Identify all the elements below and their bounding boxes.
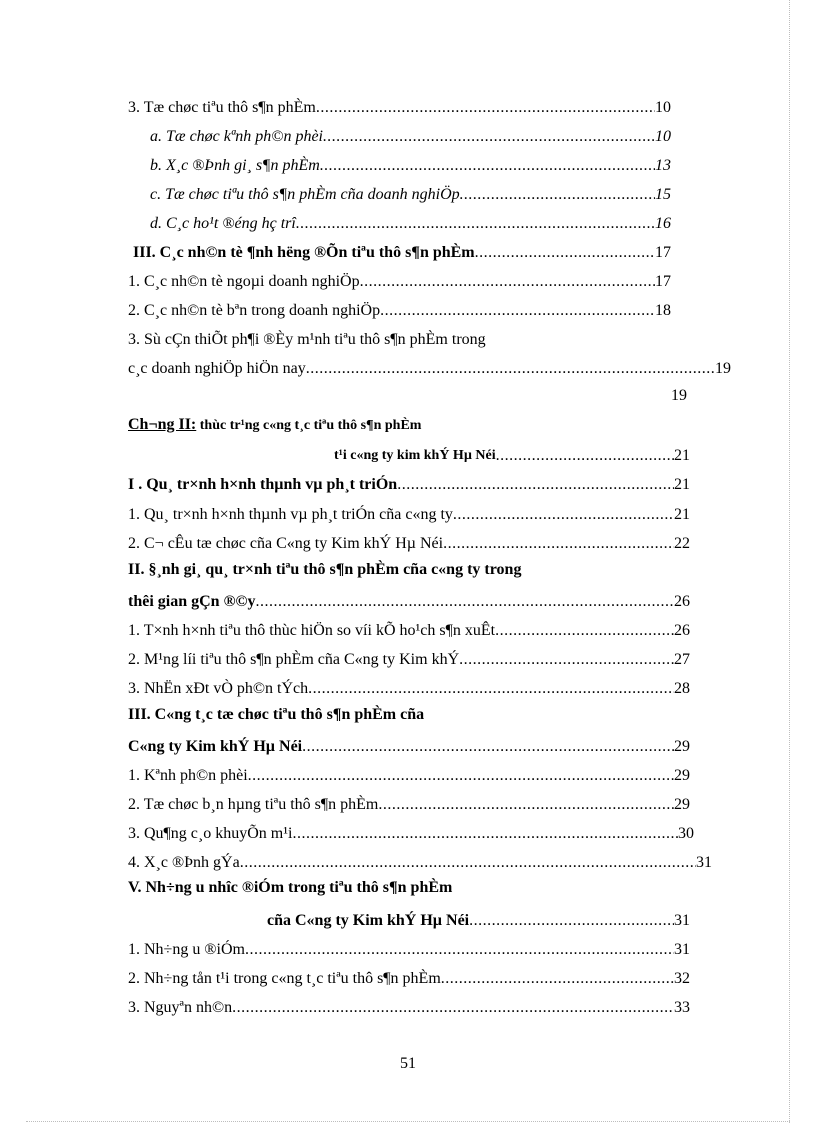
toc-entry-page: 17 (655, 244, 671, 261)
toc-entry-label: 2. C¸c nh©n tè bªn trong doanh nghiÖp (128, 302, 381, 319)
toc-entry-label: 2. M¹ng líi tiªu thô s¶n phÈm cña C«ng ty Kim khÝ (128, 651, 460, 668)
toc-entry-label: 1. T×nh h×nh tiªu thô thùc hiÖn so víi kÕ ho¹ch s¶n xuÊt (128, 622, 496, 639)
toc-entry-page: 10 (655, 99, 671, 116)
toc-entry-page: 31 (696, 854, 712, 871)
section-heading-line1: V. Nh÷ng u nhîc ®iÓm trong tiªu thô s¶n phÈm (128, 879, 453, 896)
toc-entry-page: 15 (655, 186, 671, 203)
toc-entry-page: 16 (655, 215, 671, 232)
toc-entry-page: 21 (674, 447, 690, 464)
toc-entry-label: d. C¸c ho¹t ®éng hç trî (150, 215, 296, 232)
toc-entry (128, 267, 671, 293)
toc-leader (248, 765, 674, 787)
toc-entry-page: 10 (655, 128, 671, 145)
toc-leader (232, 997, 674, 1019)
toc-leader (460, 184, 655, 206)
toc-entry-page: 21 (674, 506, 690, 523)
toc-leader (443, 533, 674, 555)
section-heading-line1: II. §¸nh gi¸ qu¸ tr×nh tiªu thô s¶n phÈm cña c«ng ty trong (128, 561, 522, 578)
toc-entry-page: 27 (674, 651, 690, 668)
toc-entry-page: 31 (674, 912, 690, 929)
toc-entry-label: 2. Nh÷ng tån t¹i trong c«ng t¸c tiªu thô s¶n phÈm (128, 970, 441, 987)
toc-entry-label: 3. Tæ chøc tiªu thô s¶n phÈm (128, 99, 316, 116)
section-heading-line2: C«ng ty Kim khÝ Hµ Néi (128, 738, 303, 755)
toc-entry (334, 441, 690, 467)
toc-entry (128, 470, 690, 496)
toc-entry-label-line2: c¸c doanh nghiÖp hiÖn nay (128, 360, 306, 377)
toc-entry-page: 29 (674, 767, 690, 784)
toc-leader (302, 736, 674, 758)
toc-entry-label: 2. Tæ chøc b¸n hµng tiªu thô s¶n phÈm (128, 796, 379, 813)
toc-leader (316, 97, 655, 119)
toc-entry-label: 3. Nguyªn nh©n (128, 999, 233, 1016)
toc-entry-label-line1: 3. Sù cÇn thiÕt ph¶i ®Èy m¹nh tiªu thô s¶n phÈm trong (128, 331, 486, 348)
toc-entry (128, 93, 671, 119)
toc-entry-label: 1. Kªnh ph©n phèi (128, 767, 248, 784)
page-edge-right (789, 0, 790, 1123)
toc-entry (128, 819, 694, 845)
toc-entry (128, 354, 731, 380)
toc-entry-page: 30 (678, 825, 694, 842)
toc-leader (323, 126, 655, 148)
chapter-heading (128, 414, 421, 437)
toc-entry (128, 848, 712, 874)
toc-entry (128, 935, 690, 961)
toc-entry-page: 19 (715, 360, 731, 377)
toc-entry (128, 993, 690, 1019)
toc-entry-page: 28 (674, 680, 690, 697)
toc-entry-page: 32 (674, 970, 690, 987)
toc-entry (128, 964, 690, 990)
toc-leader (475, 242, 655, 264)
toc-leader (459, 649, 674, 671)
toc-leader (441, 968, 674, 990)
toc-entry-page: 18 (655, 302, 671, 319)
toc-entry (128, 587, 690, 613)
toc-leader (380, 300, 655, 322)
chapter-prefix: Ch¬ng II: (128, 416, 197, 433)
toc-entry-label: 3. Qu¶ng c¸o khuyÕn m¹i (128, 825, 293, 842)
toc-entry-label: c. Tæ chøc tiªu thô s¶n phÈm cña doanh nghiÖp (150, 186, 460, 203)
toc-leader (496, 445, 674, 467)
toc-entry (128, 790, 690, 816)
toc-entry-page: 29 (674, 738, 690, 755)
toc-entry (128, 761, 690, 787)
toc-entry-page: 22 (674, 535, 690, 552)
toc-entry-page: 13 (655, 157, 671, 174)
toc-entry-page: 21 (674, 476, 690, 493)
toc-entry (128, 500, 690, 526)
toc-leader (378, 794, 674, 816)
toc-entry-label: a. Tæ chøc kªnh ph©n phèi (150, 128, 323, 145)
toc-entry (128, 645, 690, 671)
toc-entry (267, 906, 690, 932)
toc-entry-page: 26 (674, 622, 690, 639)
toc-entry (150, 122, 671, 148)
toc-leader (495, 620, 674, 642)
toc-leader (469, 910, 674, 932)
toc-leader (397, 474, 674, 496)
toc-entry-label: b. X¸c ®Þnh gi¸ s¶n phÈm (150, 157, 320, 174)
toc-entry-label: I . Qu¸ tr×nh h×nh thµnh vµ ph¸t triÓn (128, 476, 398, 493)
toc-entry (150, 151, 671, 177)
stray-page-number: 19 (671, 387, 687, 404)
toc-entry-page: 31 (674, 941, 690, 958)
toc-leader (360, 271, 655, 293)
toc-leader (292, 823, 678, 845)
toc-leader (320, 155, 655, 177)
toc-entry (128, 616, 690, 642)
toc-entry-label: 1. Qu¸ tr×nh h×nh thµnh vµ ph¸t triÓn cña c«ng ty (128, 506, 453, 523)
toc-leader (453, 504, 674, 526)
toc-entry-page: 26 (674, 593, 690, 610)
toc-entry-label: 4. X¸c ®Þnh gÝa (128, 854, 240, 871)
toc-entry-label: III. C¸c nh©n tè ¶nh hëng ®Õn tiªu thô s¶n phÈm (133, 244, 475, 261)
toc-entry-label: 3. NhËn xÐt vÒ ph©n tÝch (128, 680, 309, 697)
toc-entry-label: 2. C¬ cÊu tæ chøc cña C«ng ty Kim khÝ Hµ Néi (128, 535, 444, 552)
toc-leader (308, 678, 674, 700)
toc-entry (150, 209, 671, 235)
page-edge-bottom (26, 1121, 790, 1122)
toc-leader (296, 213, 655, 235)
toc-entry-page: 29 (674, 796, 690, 813)
page-number: 51 (400, 1055, 416, 1072)
toc-entry (128, 674, 690, 700)
chapter-subtitle: t¹i c«ng ty kim khÝ Hµ Néi (334, 448, 496, 463)
section-heading-line1: III. C«ng t¸c tæ chøc tiªu thô s¶n phÈm cña (128, 706, 425, 723)
toc-entry-page: 17 (655, 273, 671, 290)
toc-entry (128, 296, 671, 322)
toc-entry (128, 529, 690, 555)
chapter-title: thùc tr¹ng c«ng t¸c tiªu thô s¶n phÈm (196, 418, 422, 433)
toc-entry (133, 238, 671, 264)
toc-entry-label: 1. Nh÷ng u ®iÓm (128, 941, 245, 958)
section-heading-line2: thêi gian gÇn ®©y (128, 593, 256, 610)
toc-entry-label: 1. C¸c nh©n tè ngoµi doanh nghiÖp (128, 273, 360, 290)
toc-leader (306, 358, 715, 380)
toc-entry-page: 33 (674, 999, 690, 1016)
toc-entry (128, 732, 690, 758)
toc-leader (245, 939, 674, 961)
section-heading-line2: cña C«ng ty Kim khÝ Hµ Néi (267, 912, 470, 929)
toc-leader (240, 852, 696, 874)
toc-leader (255, 591, 674, 613)
toc-entry (150, 180, 671, 206)
